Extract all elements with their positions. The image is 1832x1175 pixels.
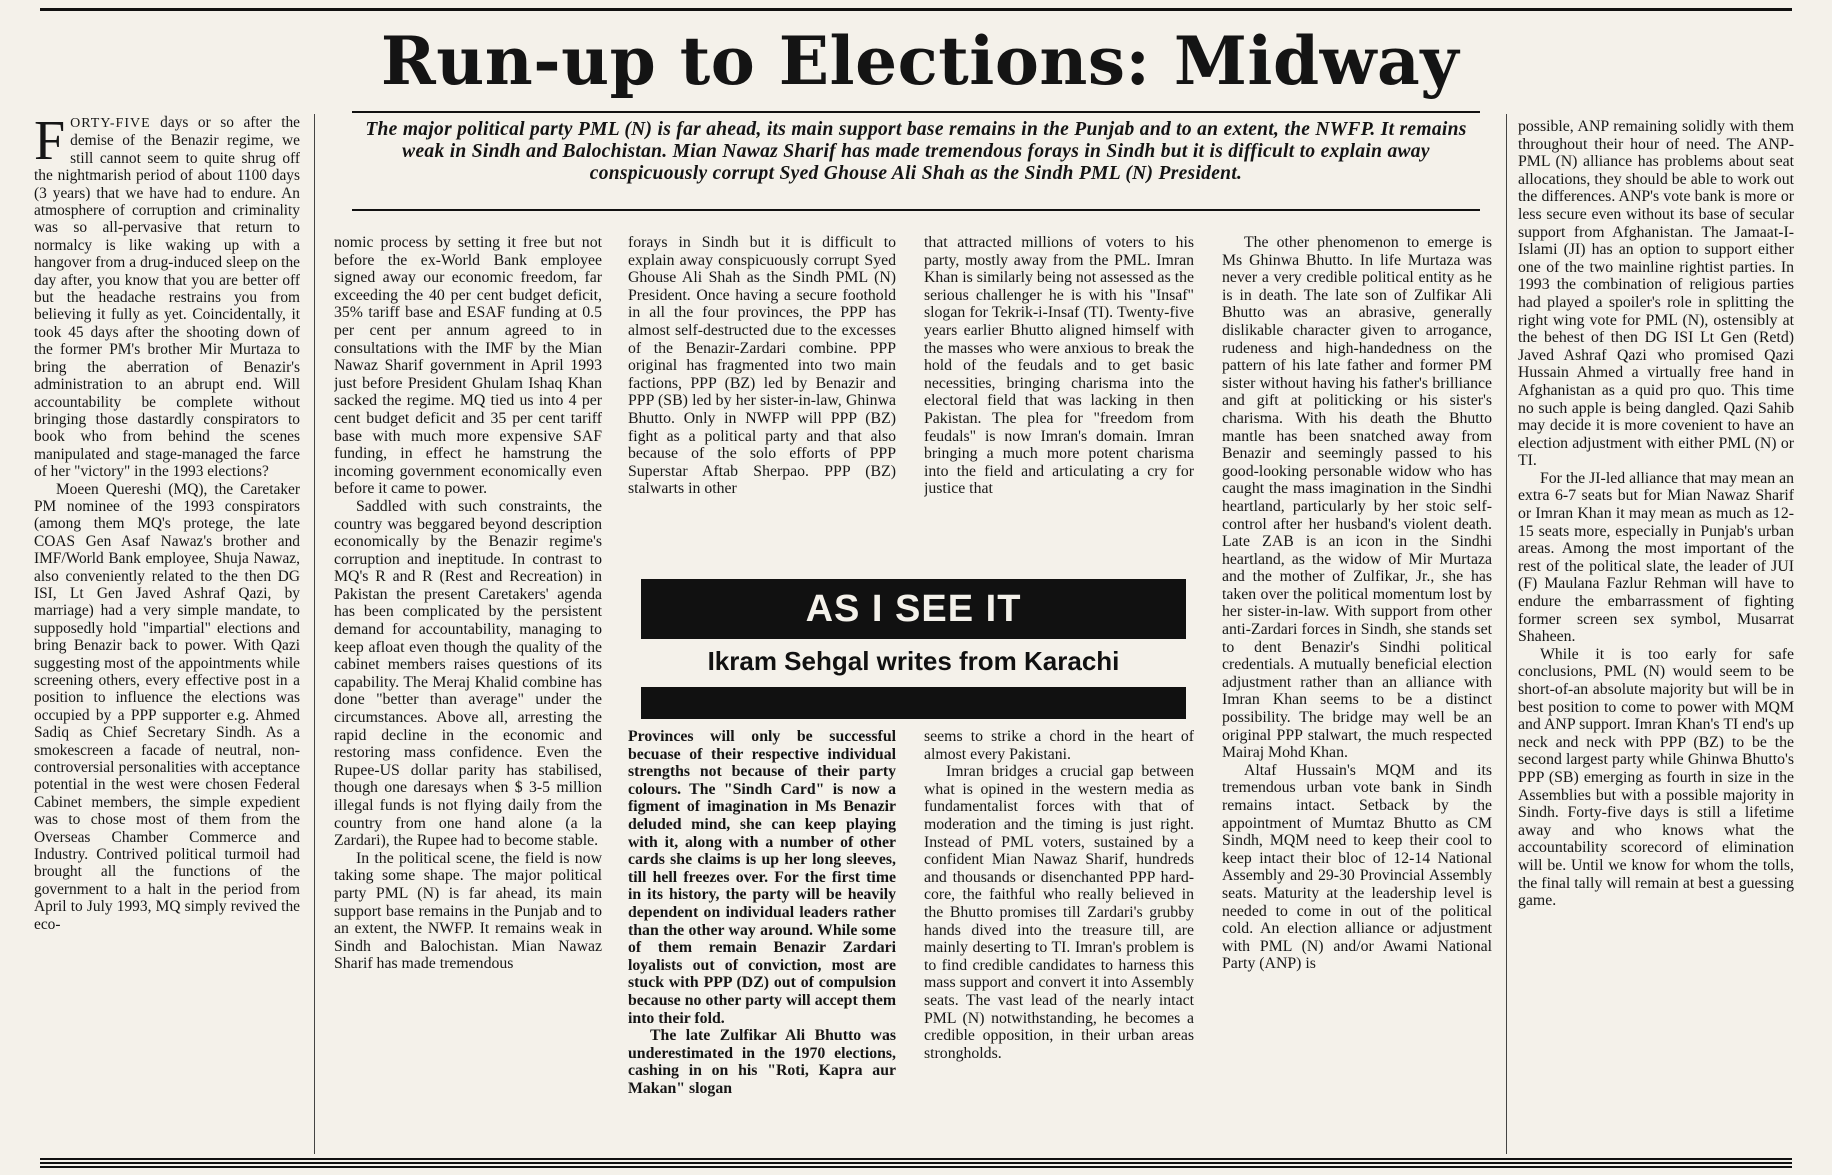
column-rule [314, 114, 315, 1154]
col4-top-text: that attracted millions of voters to his party, mostly away from the PML. Imran Khan is similarly being not assessed as the serious challenger he is with his "Insaf" slogan for Tekrik-i-Insaf (TI). Twenty-five years earlier Bhutto aligned himself with the masses who were anxious to break the hold of the feudals and to get basic necessities, bringing charisma into the electoral field that was lacking in then Pakistan. The plea for "freedom from feudals" is now Imran's domain. Imran bringing a much more potent charisma into the field and articulating a cry for justice that [924, 234, 1194, 498]
col6-paragraph-1: possible, ANP remaining solidly with them throughout their hour of need. The ANP-PML (N) alliance has problems about seat allocations, they should be able to work out the differences. ANP's vote bank is more or less secure even without its base of secular support from Afghanistan. The Jamaat-I-Islami (JI) has an option to support either one of the two mainline rightist parties. In 1993 the combination of religious parties had played a spoiler's role in splitting the right wing vote for PML (N), ostensibly at the behest of then DG ISI Lt Gen (Retd) Javed Ashraf Qazi who promised Qazi Hussain Ahmed a virtually free hand in Afghanistan as a quid pro quo. This time no such apple is being dangled. Qazi Sahib may decide it is more covenient to have an election adjustment with either PML (N) or TI. [1518, 118, 1794, 470]
col4-paragraph-1: seems to strike a chord in the heart of almost every Pakistani. [924, 728, 1194, 763]
headline: Run-up to Elections: Midway [380, 22, 1460, 100]
deck: The major political party PML (N) is far ahead, its main support base remains in the Punjab and to an extent, the NWFP. It remains weak in Sindh and Balochistan. Mian Nawaz Sharif has made tremendous forays in Sindh but it is difficult to explain away conspicuously corrupt Syed Ghouse Ali Shah as the Sindh PML (N) President. [352, 111, 1480, 211]
column-3-bottom [628, 728, 896, 1154]
col2-paragraph-2: Saddled with such constraints, the country was beggared beyond description economically by the Benazir regime's corruption and ineptitude. In contrast to MQ's R and R (Rest and Recreation) in Pakistan the present Caretakers' agenda has been complicated by the persistent demand for accountability, managing to keep afloat even though the quality of the cabinet members raises questions of its capability. The Meraj Khalid combine has done "better than average" under the circumstances. Above all, arresting the rapid decline in the economic and restoring mass confidence. Even the Rupee-US dollar parity has stabilised, though one daresays when $ 3-5 million illegal funds is not flying daily from the country from one hand alone (a la Zardari), the Rupee had to become stable. [334, 497, 602, 850]
drop-cap: F [34, 114, 66, 172]
col5-paragraph-2: Altaf Hussain's MQM and its tremendous urban vote bank in Sindh remains intact. Setback by the appointment of Mumtaz Bhutto as CM Sindh, MQM need to keep their cool to keep intact their bloc of 12-14 National Assembly and 29-30 Provincial Assembly seats. Maturity at the leadership level is needed to come in out of the political cold. An election alliance or adjustment with PML (N) and/or Awami National Party (ANP) is [1222, 761, 1492, 973]
col3-paragraph-2: The late Zulfikar Ali Bhutto was underestimated in the 1970 elections, cashing in on his "Roti, Kapra aur Makan" slogan [628, 1027, 896, 1097]
column-2 [334, 234, 602, 1154]
column-rule [1506, 114, 1507, 1154]
bottom-rule [40, 1158, 1792, 1170]
column-1 [34, 114, 300, 1154]
column-3-top [628, 234, 896, 556]
top-rule [40, 8, 1792, 11]
label-bar [641, 687, 1186, 719]
col1-paragraph-1: days or so after the demise of the Benazir regime, we still cannot seem to quite shrug off the nightmarish period of about 1100 days (3 years) that we have had to endure. An atmosphere of corruption and criminality was so all-pervasive that return to normalcy is like waking up with a hangover from a drug-induced sleep on the day after, you know that you are better off but the headache restrains you from believing it fully as yet. Coincidentally, it took 45 days after the shooting down of the former PM's brother Mir Murtaza to bring the aberration of Benazir's administration to an abrupt end. Will accountability be complete without bringing those dastardly conspirators to book who from behind the scenes manipulated and stage-managed the farce of her "victory" in the 1993 elections? [34, 114, 300, 481]
col2-paragraph-1: nomic process by setting it free but not before the ex-World Bank employee signed away our economic freedom, far exceeding the 40 per cent budget deficit, 35% tariff base and ESAF funding at 0.5 per cent per annum agreed to in consultations with the IMF by the Mian Nawaz Sharif government in April 1993 just before President Ghulam Ishaq Khan sacked the regime. MQ tied us into 4 per cent budget deficit and 35 per cent tariff base with much more expensive SAF funding, in effect he hamstrung the incoming government economically even before it came to power. [334, 234, 602, 498]
col6-paragraph-3: While it is too early for safe conclusions, PML (N) would seem to be short-of-an absolute majority but will be in best position to come to power with MQM and ANP support. Imran Khan's TI end's up neck and neck with PPP (BZ) to be the second largest party while Ghinwa Bhutto's PPP (SB) emerging as fourth in size in the Assemblies but with a possible majority in Sindh. Forty-five days is still a lifetime away and who knows what the accountability scorecord of elimination will be. Until we know for whom the tolls, the final tally will remain at best a guessing game. [1518, 645, 1794, 910]
column-6 [1518, 118, 1794, 1154]
col6-paragraph-2: For the JI-led alliance that may mean an extra 6-7 seats but for Mian Nawaz Sharif or Imran Khan it may mean as much as 12-15 seats more, especially in Punjab's urban areas. Among the most important of the rest of the political slate, the leader of JUI (F) Maulana Fazlur Rehman will have to endure the embarrassment of fighting former screen sex symbol, Musarrat Shaheen. [1518, 469, 1794, 646]
col3-top-text: forays in Sindh but it is difficult to explain away conspicuously corrupt Syed Ghouse Ali Shah as the Sindh PML (N) President. Once having a secure foothold in all the four provinces, the PPP has almost self-destructed due to the excesses of the Benazir-Zardari combine. PPP original has fragmented into two main factions, PPP (BZ) led by Benazir and PPP (SB) led by her sister-in-law, Ghinwa Bhutto. Only in NWFP will PPP (BZ) fight as a political party and that also because of the solo efforts of PPP Superstar Aftab Sherpao. PPP (BZ) stalwarts in other [628, 234, 896, 498]
col5-paragraph-1: The other phenomenon to emerge is Ms Ghinwa Bhutto. In life Murtaza was never a very credible political entity as he is in death. The late son of Zulfikar Ali Bhutto was an abrasive, generally dislikable character given to arrogance, rudeness and high-handedness on the pattern of his late father and former PM sister without having his father's brilliance and gift at politicking or his sister's charisma. With his death the Bhutto mantle has been snatched away from Benazir and seemingly passed to his good-looking personable widow who has caught the mass imagination in the Sindhi heartland, particularly by her stoic self-control after her husband's violent death. Late ZAB is an icon in the Sindhi heartland, as the widow of Mir Murtaza and the mother of Zulfikar, Jr., she has taken over the political momentum lost by her sister-in-law. With support from other anti-Zardari forces in Sindh, she stands set to dent Benazir's Sindhi political credentials. A mutually beneficial election adjustment rather than an alliance with Imran Khan seems to be a distinct possibility. The bridge may well be an original PPP stalwart, the much respected Mairaj Mohd Khan. [1222, 234, 1492, 762]
col1-paragraph-2: Moeen Quereshi (MQ), the Caretaker PM nominee of the 1993 conspirators (among them MQ's protege, the late COAS Gen Asaf Nawaz's brother and IMF/World Bank employee, Shuja Nawaz, also conveniently related to the then DG ISI, Lt Gen Javed Ashraf Qazi, by marriage) had a very simple mandate, to supposedly hold "impartial" elections and bring Benazir back to power. With Qazi suggesting most of the appointments while screening others, every effective post in a position to influence the elections was occupied by a PPP supporter e.g. Ahmed Sadiq as Chief Secretary Sindh. As a smokescreen a facade of neutral, non-controversial personalities with acceptance potential in the west were chosen Federal Cabinet members, the simple expedient was to chose most of them from the Overseas Chamber Commerce and Industry. Contrived political turmoil had brought all the functions of the government to a halt in the period from April to July 1993, MQ simply revived the eco- [34, 480, 300, 933]
byline: Ikram Sehgal writes from Karachi [707, 646, 1120, 676]
column-4-bottom [924, 728, 1194, 1154]
column-5 [1222, 234, 1492, 1154]
lead-caps: ORTY-FIVE [70, 116, 151, 131]
column-4-top [924, 234, 1194, 556]
col2-paragraph-3: In the political scene, the field is now taking some shape. The major political party PML (N) is far ahead, its main support base remains in the Punjab and to an extent, the NWFP. It remains weak in Sindh and Balochistan. Mian Nawaz Sharif has made tremendous [334, 849, 602, 973]
column-label: AS I SEE IT [641, 579, 1186, 639]
col4-paragraph-2: Imran bridges a crucial gap between what is opined in the western media as fundamentalist forces with that of moderation and the timing is just right. Instead of PML voters, sustained by a confident Mian Nawaz Sharif, hundreds and thousands or disenchanted PPP hard-core, the faithful who really believed in the Bhutto promises till Zardari's grubby hands dived into the treasure till, are mainly deserting to TI. Imran's problem is to find credible candidates to harness this mass support and convert it into Assembly seats. The vast lead of the nearly intact PML (N) notwithstanding, he becomes a credible opposition, in their urban areas strongholds. [924, 763, 1194, 1062]
col3-paragraph-1: Provinces will only be successful becuase of their respective individual strengths not because of their party colours. The "Sindh Card" is now a figment of imagination in Ms Benazir deluded mind, she can keep playing with it, along with a number of other cards she claims is up her long sleeves, till hell freezes over. For the first time in its history, the party will be heavily dependent on individual leaders rather than the other way around. While some of them remain Benazir Zardari loyalists out of conviction, most are stuck with PPP (DZ) out of compulsion because no other party will accept them into their fold. [628, 728, 896, 1027]
